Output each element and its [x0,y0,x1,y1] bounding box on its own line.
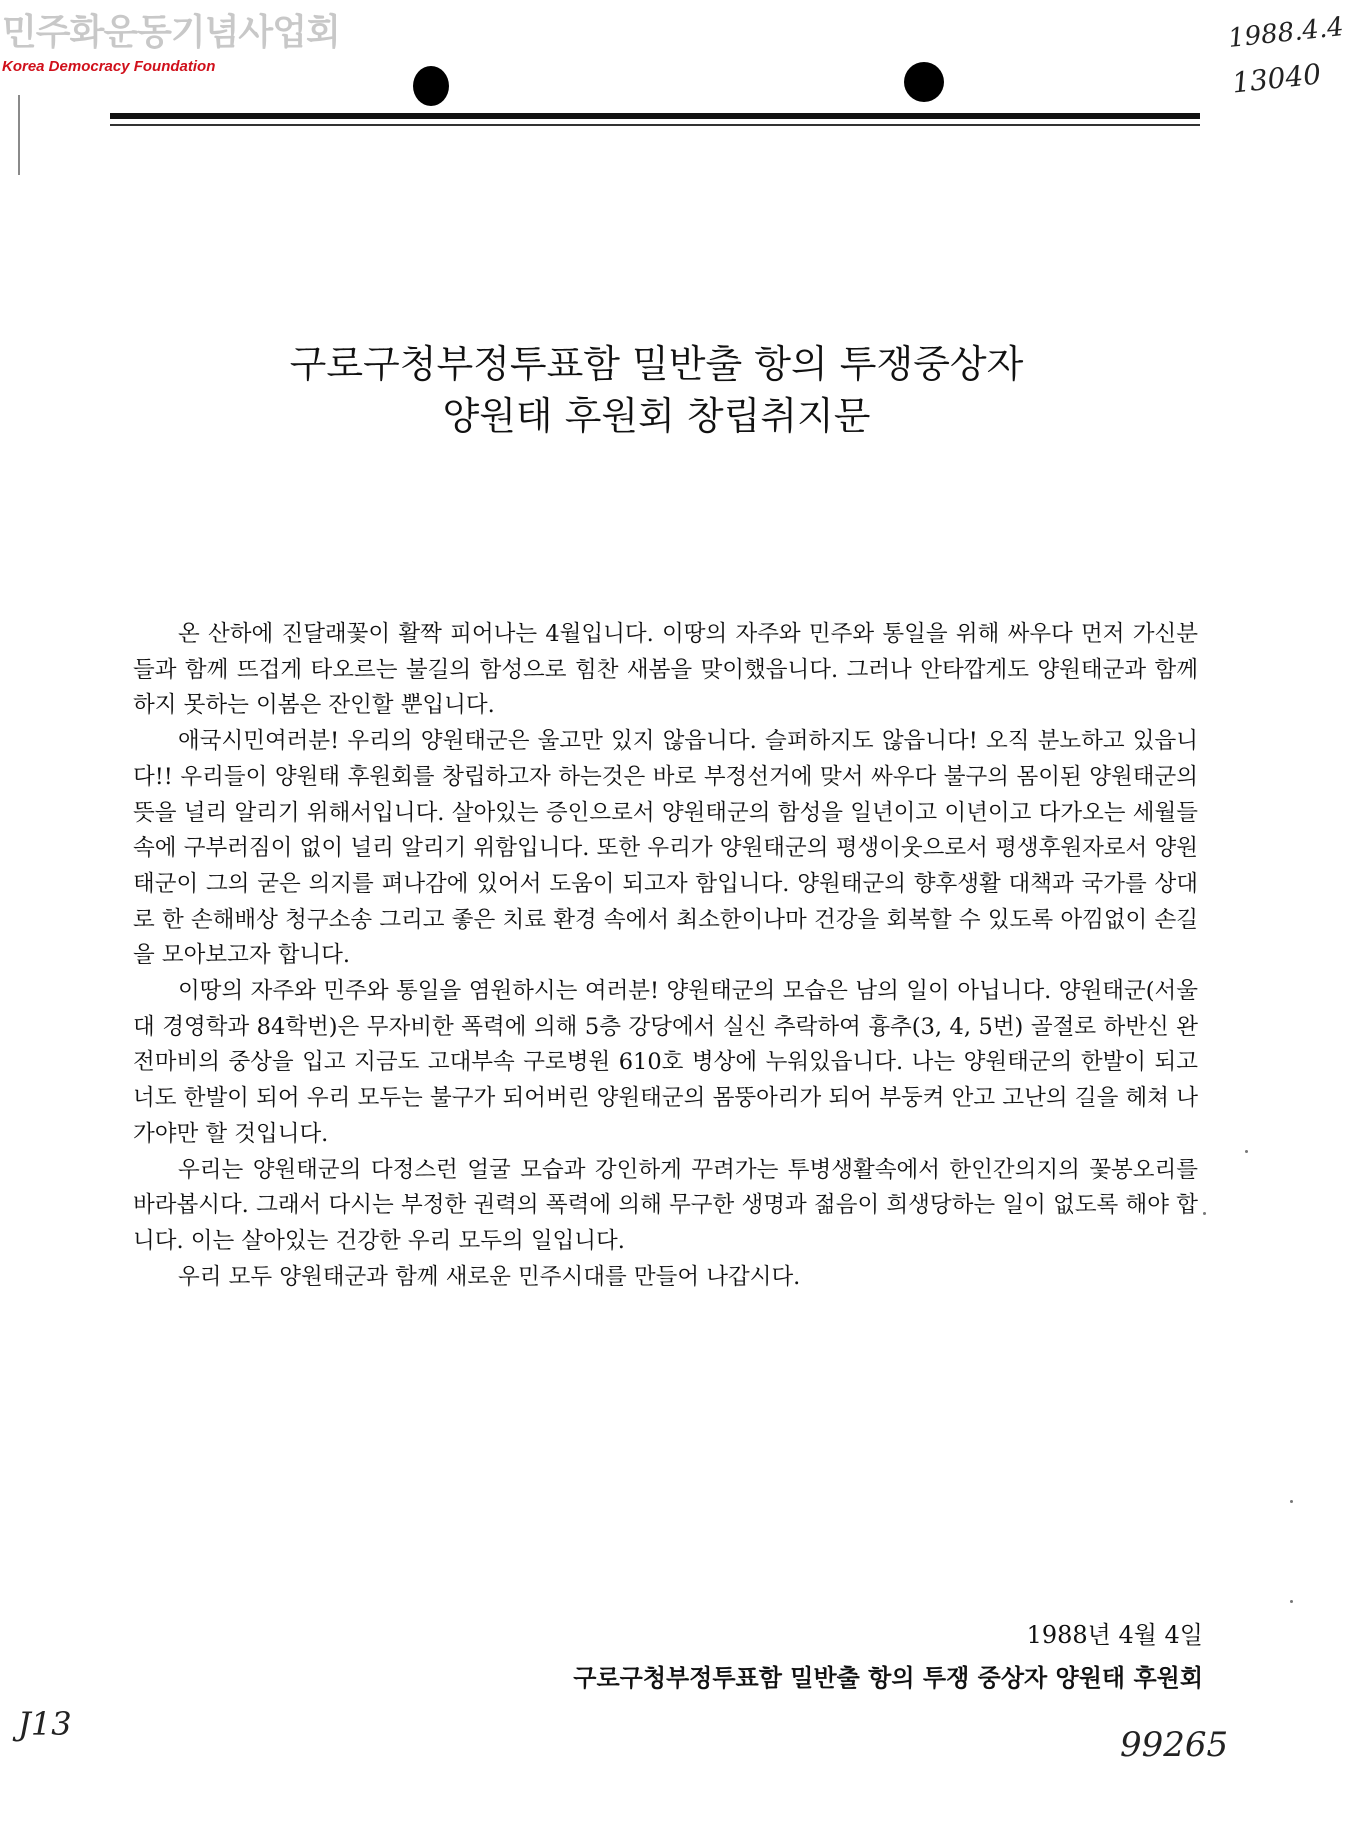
handwritten-number: 13040 [1230,57,1323,100]
paragraph: 이땅의 자주와 민주와 통일을 염원하시는 여러분! 양원태군의 모습은 남의 일이 아닙니다. 양원태군(서울대 경영학과 84학번)은 무자비한 폭력에 의해 5층 강당에서 실신 추락하여 흉추(3, 4, 5번) 골절로 하반신 완전마비의 중상을 입고 지금도 고대부속 구로병원 610호 병상에 누워있읍니다. 나는 양원태군의 한발이 되고 너도 한발이 되어 우리 모두는 불구가 되어버린 양원태군의 몸뚱아리가 되어 부둥켜 안고 고난의 길을 헤쳐 나가야만 할 것입니다. [133,978,1198,1147]
paragraph: 애국시민여러분! 우리의 양원태군은 울고만 있지 않읍니다. 슬퍼하지도 않읍니다! 오직 분노하고 있읍니다!! 우리들이 양원태 후원회를 창립하고자 하는것은 바로 부정선거에 맞서 싸우다 불구의 몸이된 양원태군의 뜻을 널리 알리기 위해서입니다. 살아있는 증인으로서 양원태군의 함성을 일년이고 이년이고 다가오는 세월들 속에 구부러짐이 없이 널리 알리기 위함입니다. 또한 우리가 양원태군의 평생이웃으로서 평생후원자로서 양원태군이 그의 굳은 의지를 펴나감에 있어서 도움이 되고자 함입니다. 양원태군의 향후생활 대책과 국가를 상대로 한 손해배상 청구소송 그리고 좋은 치료 환경 속에서 최소한이나마 건강을 회복할 수 있도록 아낌없이 손길을 모아보고자 합니다. [133,728,1198,969]
punch-hole-right [904,62,944,102]
punch-hole-left [413,66,449,106]
watermark-english: Korea Democracy Foundation [2,58,216,75]
header-rule [110,113,1200,119]
paragraph: 우리는 양원태군의 다정스런 얼굴 모습과 강인하게 꾸려가는 투병생활속에서 한인간의지의 꽃봉오리를 바라봅시다. 그래서 다시는 부정한 권력의 폭력에 의해 무구한 생명과 젊음이 희생당하는 일이 없도록 해야 합니다. 이는 살아있는 건강한 우리 모두의 일입니다. [133,1156,1198,1254]
title-line-2: 양원태 후원회 창립취지문 [442,394,871,438]
margin-mark [18,95,20,175]
header-rule-thin [110,124,1200,126]
foundation-watermark [2,12,340,76]
handwritten-reference: J13 [18,1705,72,1743]
title-line-1: 구로구청부정투표함 밀반출 항의 투쟁중상자 [289,342,1024,386]
scan-speck [1290,1500,1293,1503]
paragraph: 우리 모두 양원태군과 함께 새로운 민주시대를 만들어 나갑시다. [178,1263,801,1290]
signature-organization: 구로구청부정투표함 밀반출 항의 투쟁 중상자 양원태 후원회 [573,1663,1203,1692]
handwritten-page-number: 99265 [1120,1725,1229,1765]
scan-speck [1245,1150,1248,1153]
paragraph: 온 산하에 진달래꽃이 활짝 피어나는 4월입니다. 이땅의 자주와 민주와 통일을 위해 싸우다 먼저 가신분들과 함께 뜨겁게 타오르는 불길의 함성으로 힘찬 새봄을 맞이했읍니다. 그러나 안타깝게도 양원태군과 함께 하지 못하는 이봄은 잔인할 뿐입니다. [133,621,1198,719]
scan-speck [1290,1600,1293,1603]
signature-date: 1988년 4월 4일 [1026,1621,1203,1649]
scan-speck [1203,1212,1206,1215]
watermark-korean: 민주화운동기념사업회 [2,12,340,53]
handwritten-date: 1988.4.4 [1226,12,1345,54]
document-body [133,617,1198,1295]
document-title [0,338,1313,442]
